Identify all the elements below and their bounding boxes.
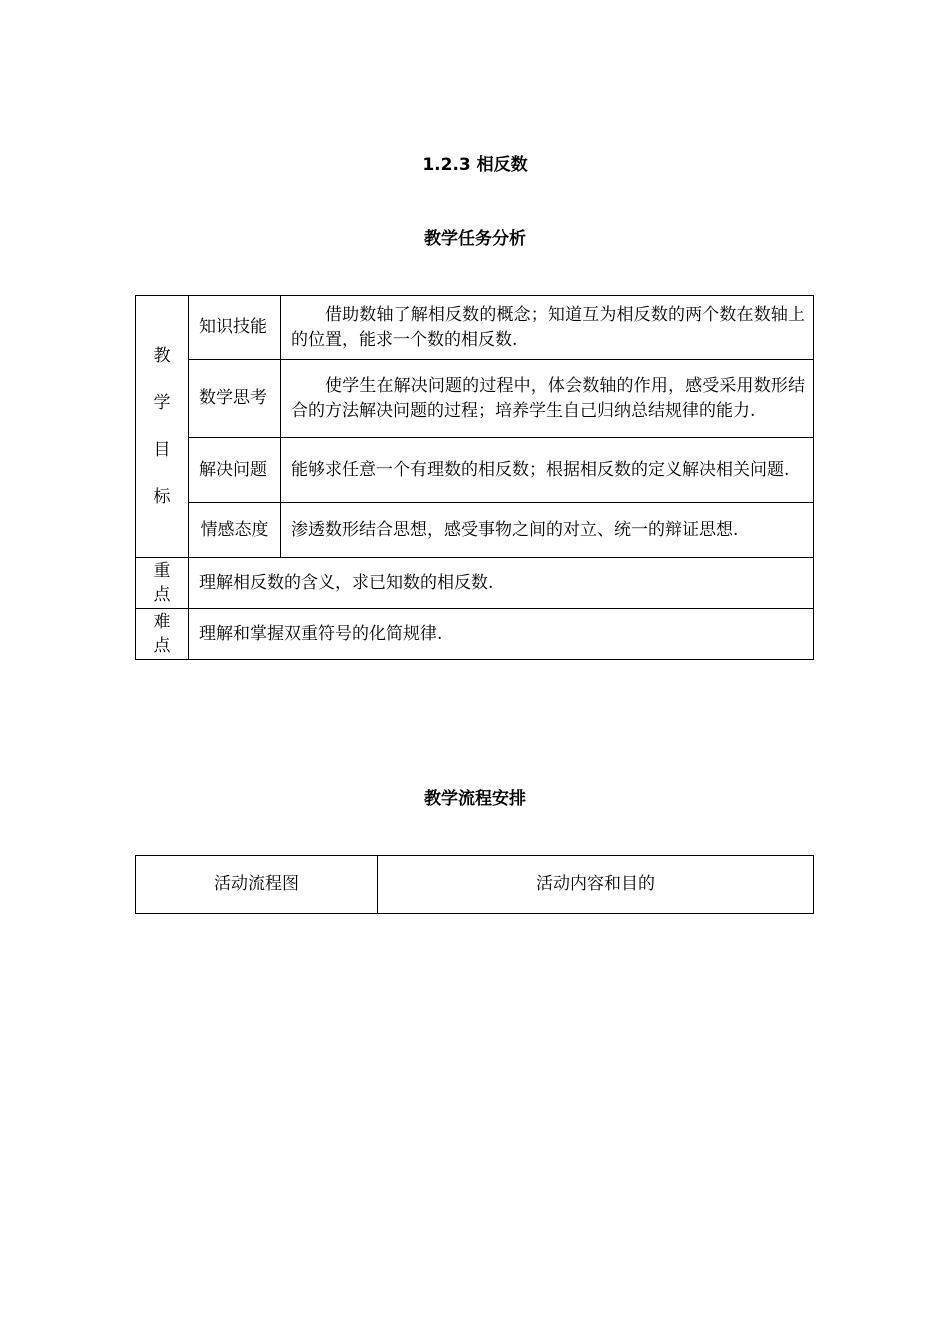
objective-content: 借助数轴了解相反数的概念；知道互为相反数的两个数在数轴上的位置，能求一个数的相反数. [281,296,814,360]
objective-content: 能够求任意一个有理数的相反数；根据相反数的定义解决相关问题. [281,438,814,503]
difficulty-content: 理解和掌握双重符号的化简规律. [189,609,814,660]
objective-label: 数学思考 [189,360,281,438]
section-title-flow: 教学流程安排 [424,789,526,809]
difficulty-label: 难 点 [136,609,189,660]
objective-content: 使学生在解决问题的过程中，体会数轴的作用，感受采用数形结合的方法解决问题的过程；培养学生自己归纳总结规律的能力. [281,360,814,438]
objective-label: 解决问题 [189,438,281,503]
page-heading: 1.2.3 相反数 [422,155,528,175]
table-row [136,856,814,914]
table-row [136,438,814,503]
table-row [136,609,814,660]
table-row [136,296,814,360]
section-title-task-analysis: 教学任务分析 [424,229,526,249]
table-row [136,360,814,438]
table-row [136,503,814,558]
key-point-content: 理解相反数的含义，求已知数的相反数. [189,558,814,609]
key-point-label: 重 点 [136,558,189,609]
flow-col-header: 活动流程图 [136,856,378,914]
task-analysis-table [135,295,814,660]
objective-label: 情感态度 [189,503,281,558]
flow-col-header: 活动内容和目的 [378,856,814,914]
objective-content: 渗透数形结合思想，感受事物之间的对立、统一的辩证思想. [281,503,814,558]
table-row [136,558,814,609]
objective-label: 知识技能 [189,296,281,360]
objectives-group-label: 教 学 目 标 [136,296,189,558]
flow-table [135,855,814,914]
